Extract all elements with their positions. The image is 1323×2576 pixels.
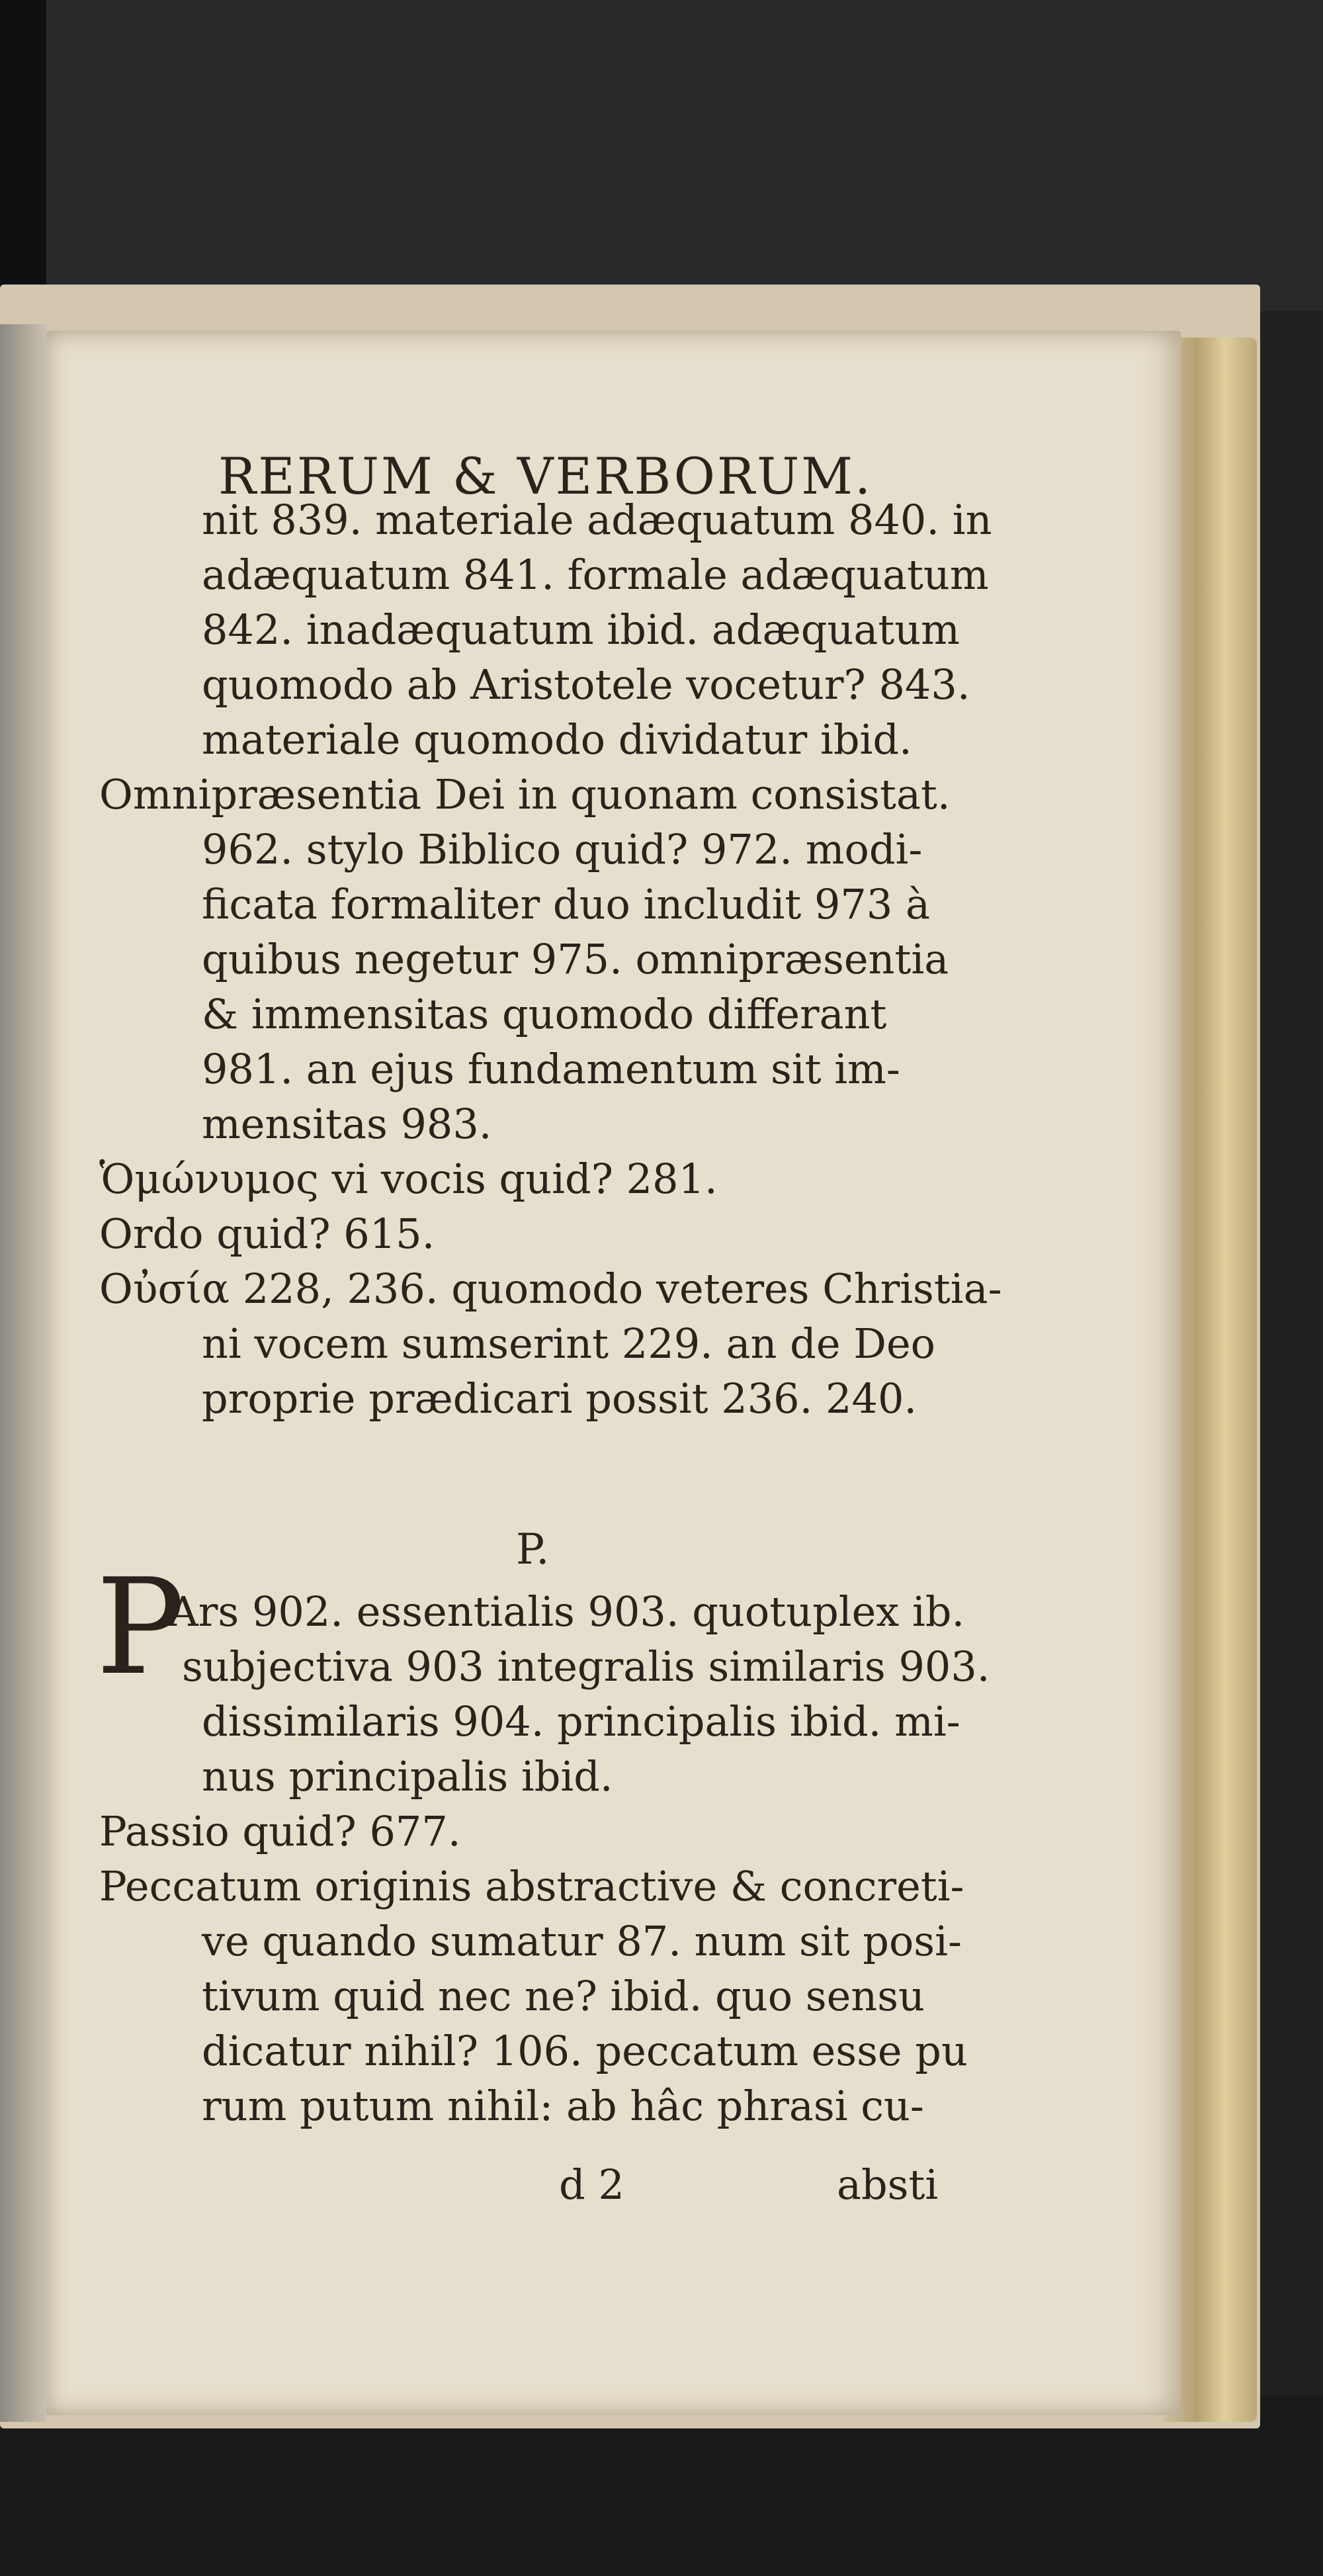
text-line: 842. inadæquatum ibid. adæquatum <box>202 605 960 654</box>
text-line: dicatur nihil? 106. peccatum esse pu <box>202 2027 968 2075</box>
text-line: quomodo ab Aristotele vocetur? 843. <box>202 660 970 709</box>
text-line: 962. stylo Biblico quid? 972. modi- <box>202 825 923 873</box>
text-line: rum putum nihil: ab hâc phrasi cu- <box>202 2082 924 2130</box>
text-line: Ὁμώνυμος vi vocis quid? 281. <box>99 1155 718 1203</box>
section-letter: P. <box>516 1525 550 1574</box>
text-line: Οὐσία 228, 236. quomodo veteres Christia- <box>99 1265 1002 1313</box>
text-line: materiale quomodo dividatur ibid. <box>202 715 912 764</box>
text-line: Ars 902. essentialis 903. quotuplex ib. <box>169 1587 965 1636</box>
signature-mark: d 2 <box>559 2160 624 2209</box>
text-line: adæquatum 841. formale adæquatum <box>202 551 989 599</box>
text-line: quibus negetur 975. omnipræsentia <box>202 935 949 983</box>
text-line: Peccatum originis abstractive & concreti- <box>99 1862 964 1910</box>
text-line: ve quando sumatur 87. num sit posi- <box>202 1917 962 1965</box>
text-line: dissimilaris 904. principalis ibid. mi- <box>202 1697 960 1746</box>
drop-cap: P <box>96 1550 185 1705</box>
text-line: nus principalis ibid. <box>202 1752 613 1800</box>
text-line: ficata formaliter duo includit 973 à <box>202 880 930 928</box>
text-line: subjectiva 903 integralis similaris 903. <box>182 1642 990 1691</box>
catchword: absti <box>837 2160 939 2209</box>
text-line: mensitas 983. <box>202 1100 492 1148</box>
text-line: 981. an ejus fundamentum sit im- <box>202 1045 900 1093</box>
text-line: & immensitas quomodo differant <box>202 990 887 1038</box>
text-line: proprie prædicari possit 236. 240. <box>202 1374 918 1423</box>
text-line: ni vocem sumserint 229. an de Deo <box>202 1319 935 1368</box>
text-line: Omnipræsentia Dei in quonam consistat. <box>99 770 951 819</box>
text-line: Ordo quid? 615. <box>99 1210 435 1258</box>
text-line: nit 839. materiale adæquatum 840. in <box>202 496 992 544</box>
text-line: tivum quid nec ne? ibid. quo sensu <box>202 1972 925 2020</box>
text-line: Passio quid? 677. <box>99 1807 461 1855</box>
running-head: RERUM & VERBORUM. <box>218 447 873 506</box>
